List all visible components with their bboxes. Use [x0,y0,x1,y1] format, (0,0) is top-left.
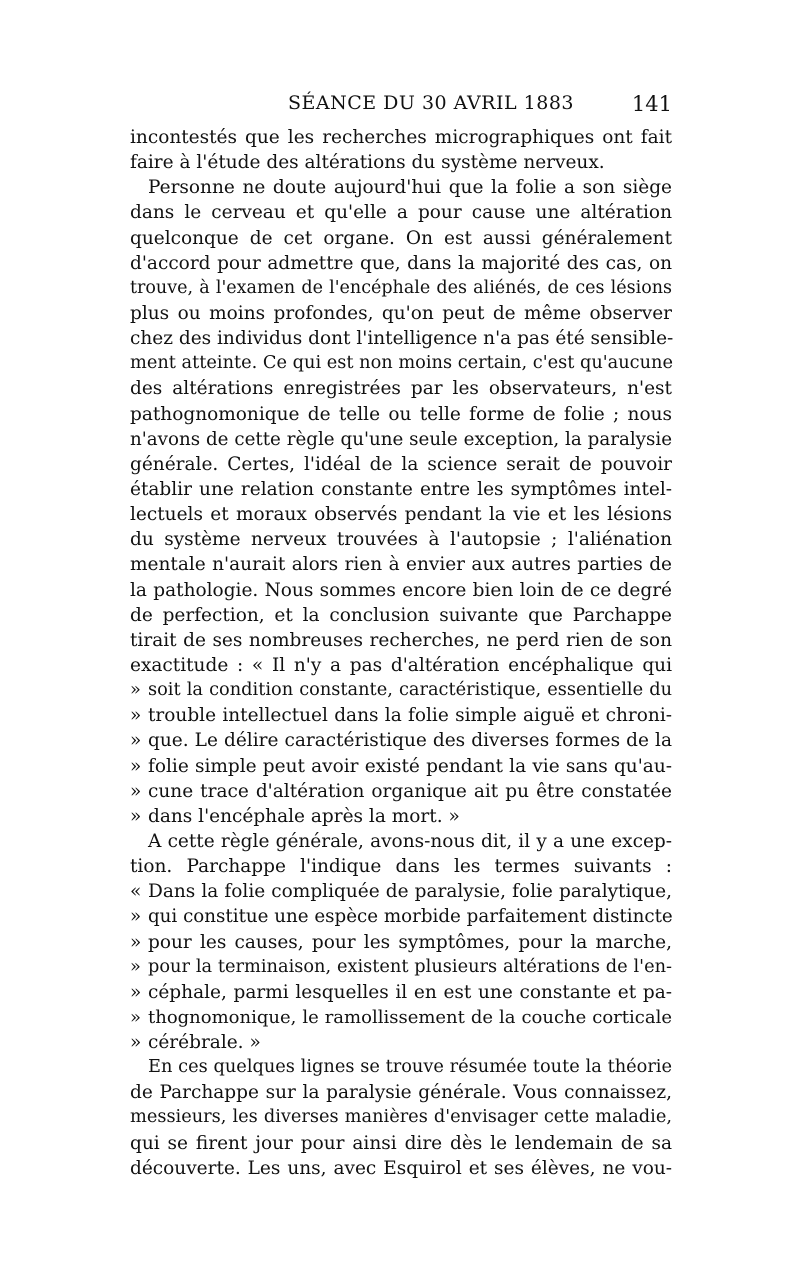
text-line [130,351,672,376]
text-line [130,200,672,225]
line-text: messieurs, les diverses manières d'envisager cette maladie, [130,1107,672,1128]
text-line [130,603,672,628]
text-line [130,578,672,603]
line-text: exactitude : « Il n'y a pas d'altération encéphalique qui [130,654,672,676]
text-line [130,653,672,678]
line-text: pathognomonique de telle ou telle forme de folie ; nous [130,403,672,425]
line-text: tion. Parchappe l'indique dans les termes suivants : [130,856,672,878]
line-text: établir une relation constante entre les symptômes intel- [130,478,672,500]
text-line [130,703,672,728]
text-line [130,452,672,477]
line-text: ment atteinte. Ce qui est non moins certain, c'est qu'aucune [130,353,673,374]
text-line [130,904,672,929]
text-line [130,879,672,904]
quote-mark: » [130,805,142,827]
text-line [130,1055,672,1080]
text-line [130,226,672,251]
quote-mark: » [130,956,141,977]
text-line [130,980,672,1005]
text-line [130,1131,672,1156]
line-text: dans le cerveau et qu'elle a pour cause une altération [130,202,672,224]
text-line [130,728,672,753]
line-text: qui constitue une espèce morbide parfaitement distincte [148,906,673,928]
line-text: de perfection, et la conclusion suivante que Parchappe [130,604,672,626]
line-text: chez des individus dont l'intelligence n'a pas été sensible- [130,328,674,350]
quote-mark: » [130,931,142,953]
quote-mark: » [130,730,142,752]
text-line [130,1005,672,1030]
quote-mark: » [130,906,142,928]
line-text: folie simple peut avoir existé pendant la vie sans qu'au- [148,755,672,777]
page-header [130,92,672,122]
text-line [130,527,672,552]
line-text: d'accord pour admettre que, dans la majorité des cas, on [130,252,672,274]
quote-mark: » [130,680,141,701]
text-line [130,301,672,326]
line-text: soit la condition constante, caractéristique, essentielle du [148,680,672,701]
line-text: générale. Certes, l'idéal de la science serait de pouvoir [130,453,672,475]
text-line [130,754,672,779]
text-line [130,1030,672,1055]
quote-mark: » [130,1006,142,1028]
line-text: A cette règle générale, avons-nous dit, il y a une excep- [148,830,672,852]
line-text: tirait de ses nombreuses recherches, ne perd rien de son [130,629,672,651]
line-text: des altérations enregistrées par les observateurs, n'est [130,378,672,400]
line-text: découverte. Les uns, avec Esquirol et ses élèves, ne vou- [130,1157,672,1179]
text-line [130,930,672,955]
line-text: trouve, à l'examen de l'encéphale des aliénés, de ces lésions [130,277,672,298]
line-text: trouble intellectuel dans la folie simple aiguë et chroni- [148,705,672,727]
line-text: dans l'encéphale après la mort. » [148,805,460,827]
line-text: Dans la folie compliquée de paralysie, folie paralytique, [148,881,672,903]
text-line [130,276,672,301]
text-line [130,251,672,276]
line-text: Personne ne doute aujourd'hui que la folie a son siège [148,177,672,199]
line-text: pour la terminaison, existent plusieurs altérations de l'en- [148,956,672,977]
text-line [130,678,672,703]
line-text: cérébrale. » [148,1032,261,1054]
text-line [130,125,672,150]
text-line [130,779,672,804]
quote-mark: » [130,1032,142,1054]
text-line [130,502,672,527]
line-text: qui se firent jour pour ainsi dire dès le lendemain de sa [130,1132,672,1154]
line-text: lectuels et moraux observés pendant la vie et les lésions [130,504,672,526]
text-line [130,829,672,854]
running-title: SÉANCE DU 30 AVRIL 1883 [288,92,574,114]
body-text [130,125,672,1181]
line-text: pour les causes, pour les symptômes, pour la marche, [148,931,672,953]
text-line [130,1080,672,1105]
line-text: thognomonique, le ramollissement de la couche corticale [148,1006,672,1028]
text-line [130,955,672,980]
text-line [130,1156,672,1181]
quote-mark: » [130,780,142,802]
text-line [130,1105,672,1130]
text-line [130,477,672,502]
text-line [130,628,672,653]
text-line [130,854,672,879]
page-number: 141 [631,92,672,116]
line-text: la pathologie. Nous sommes encore bien loin de ce degré [130,579,672,601]
text-line [130,427,672,452]
line-text: mentale n'aurait alors rien à envier aux autres parties de [130,554,672,576]
text-line [130,552,672,577]
line-text: faire à l'étude des altérations du système nerveux. [130,152,605,174]
text-line [130,150,672,175]
line-text: n'avons de cette règle qu'une seule exception, la paralysie [130,428,672,450]
line-text: plus ou moins profondes, qu'on peut de même observer [130,302,672,324]
line-text: quelconque de cet organe. On est aussi généralement [130,227,672,249]
text-line [130,326,672,351]
line-text: incontestés que les recherches micrographiques ont fait [130,127,672,148]
quote-mark: » [130,705,142,727]
text-line [130,376,672,401]
quote-mark: » [130,755,142,777]
text-line [130,175,672,200]
line-text: du système nerveux trouvées à l'autopsie ; l'aliénation [130,529,672,551]
line-text: cune trace d'altération organique ait pu être constatée [148,780,672,802]
line-text: céphale, parmi lesquelles il en est une constante et pa- [148,981,672,1003]
line-text: de Parchappe sur la paralysie générale. Vous connaissez, [130,1082,672,1104]
quote-mark: » [130,981,142,1003]
line-text: En ces quelques lignes se trouve résumée toute la théorie [148,1057,672,1078]
line-text: que. Le délire caractéristique des diverses formes de la [148,730,672,752]
text-line [130,402,672,427]
text-line [130,804,672,829]
quote-mark: « [130,881,142,903]
